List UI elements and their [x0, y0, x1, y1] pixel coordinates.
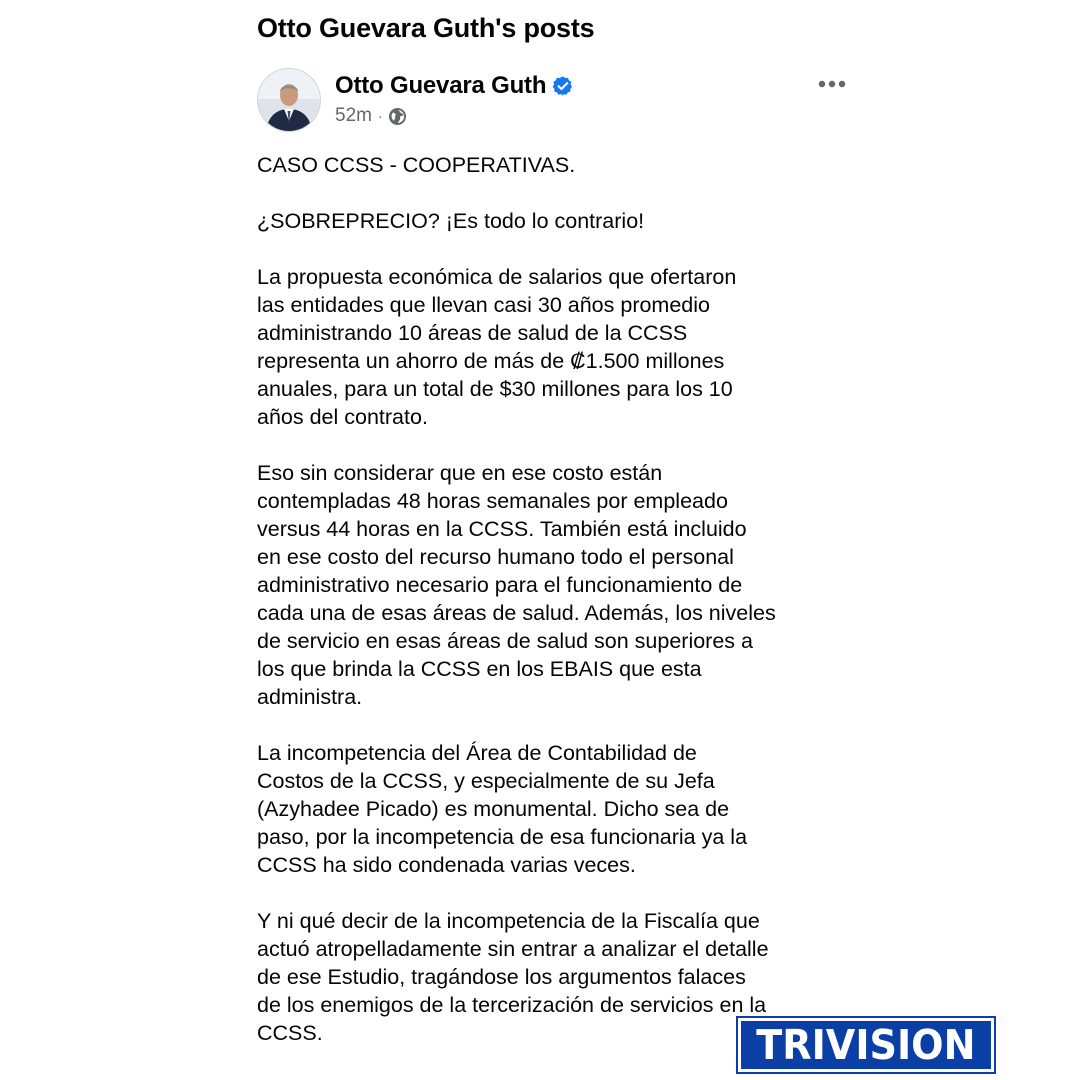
post-paragraph: Y ni qué decir de la incompetencia de la Fiscalía que actuó atropelladamente sin entrar a analizar el detalle de ese Estudio, tragándose los argumentos falaces de los enemigos de la tercerización de servicios en la CCSS.: [257, 909, 769, 1045]
more-options-icon: [818, 80, 846, 88]
author-avatar[interactable]: [257, 68, 321, 132]
trivision-watermark: [738, 1018, 994, 1072]
meta-separator: ·: [377, 108, 383, 124]
watermark-text: TRIVISION: [756, 1020, 976, 1069]
globe-icon[interactable]: [388, 107, 407, 126]
post-paragraph: La propuesta económica de salarios que ofertaron las entidades que llevan casi 30 años promedio administrando 10 áreas de salud de la CCSS representa un ahorro de más de ₡1.500 millones anuales, para un total de $30 millones para los 10 años del contrato.: [257, 265, 737, 429]
page-title: Otto Guevara Guth's posts: [257, 13, 595, 43]
profile-photo-icon: [258, 69, 320, 131]
author-row: [335, 71, 574, 101]
author-name[interactable]: Otto Guevara Guth: [335, 72, 547, 99]
post-meta: [335, 104, 407, 128]
post-paragraph: CASO CCSS - COOPERATIVAS.: [257, 153, 576, 177]
post-paragraph: ¿SOBREPRECIO? ¡Es todo lo contrario!: [257, 209, 645, 233]
post-text: [257, 151, 847, 1075]
post-paragraph: La incompetencia del Área de Contabilidad de Costos de la CCSS, y especialmente de su Jefa (Azyhadee Picado) es monumental. Dicho sea de paso, por la incompetencia de esa funcionaria ya la CCSS ha sido condenada varias veces.: [257, 741, 748, 877]
post-paragraph: Eso sin considerar que en ese costo están contempladas 48 horas semanales por empleado versus 44 horas en la CCSS. También está incluido en ese costo del recurso humano todo el personal administrativo necesario para el funcionamiento de cada una de esas áreas de salud. Además, los niveles de servicio en esas áreas de salud son superiores a los que brinda la CCSS en los EBAIS que esta administra.: [257, 461, 776, 709]
post-timestamp[interactable]: 52m: [335, 105, 372, 126]
more-options-button[interactable]: [812, 72, 852, 96]
verified-badge-icon: [552, 75, 574, 97]
